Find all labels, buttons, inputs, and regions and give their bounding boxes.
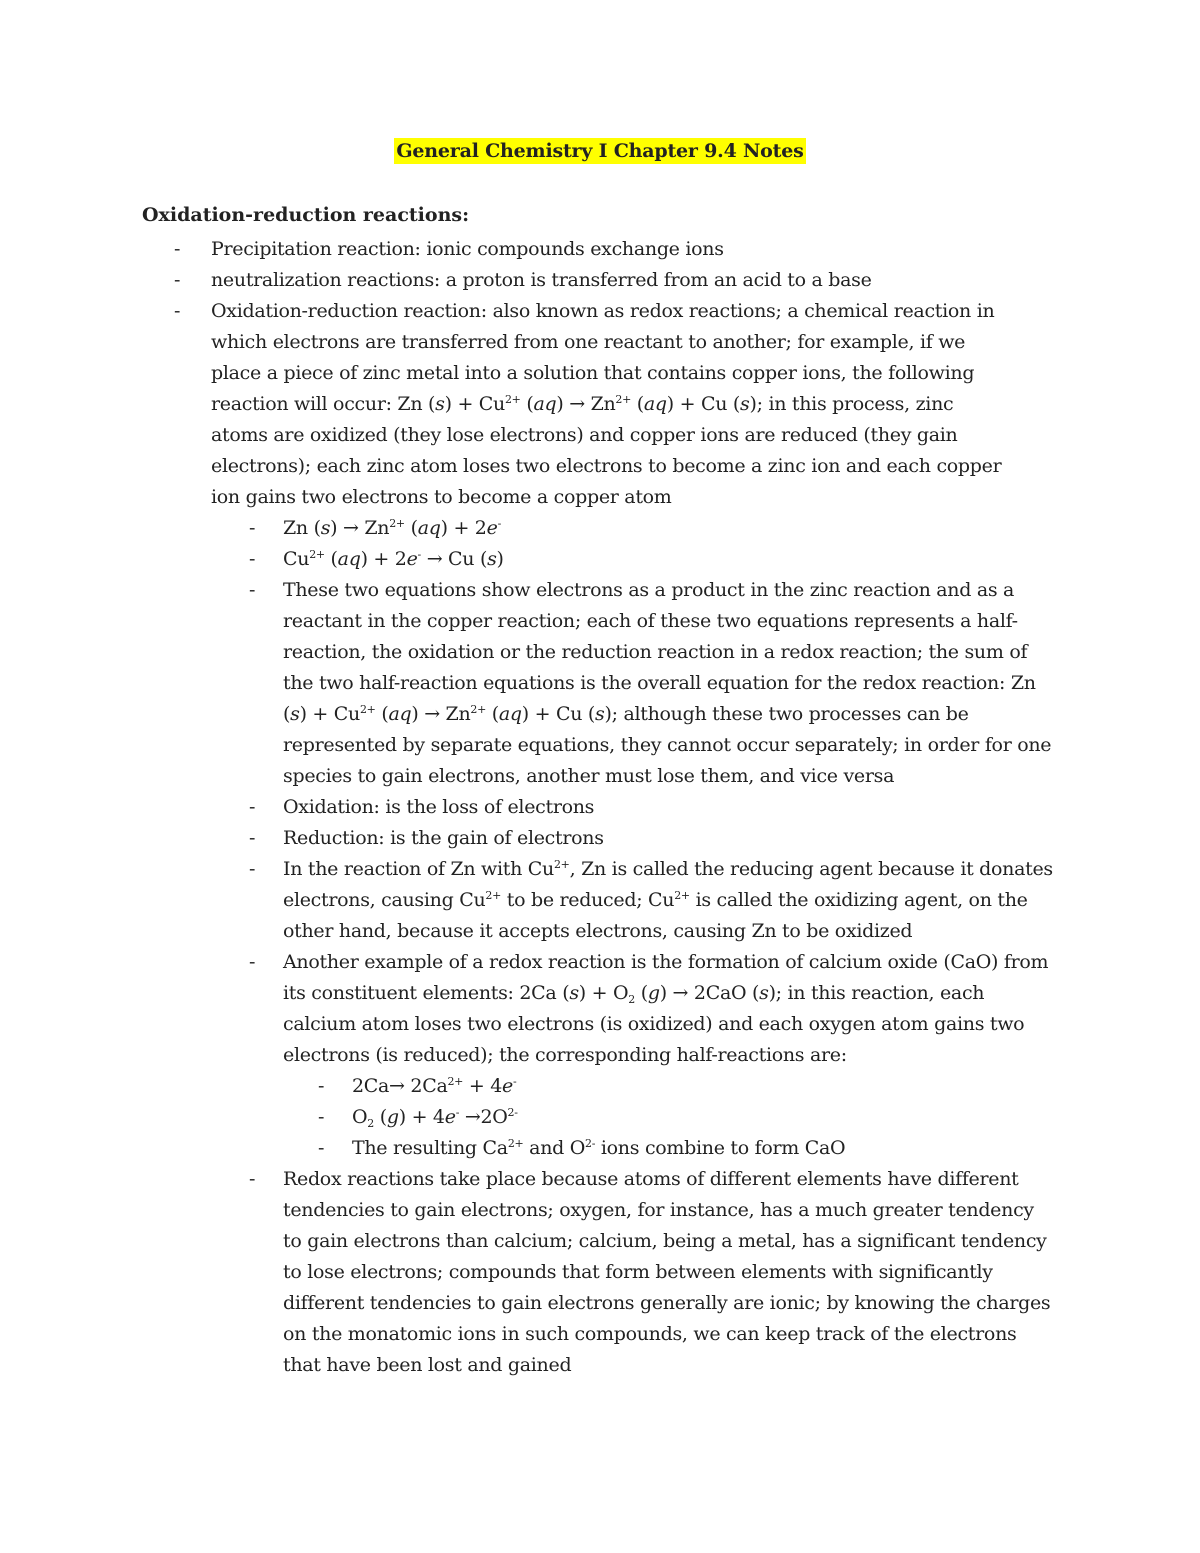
list-item-text: Oxidation-reduction reaction: also known as redox reactions; a chemical reaction in which electrons are transferred from one reactant to another; for example, if we place a piece of zinc metal into a solution that contains copper ions, the following reaction will occur: Zn $(s) + Cu^{2+}$ $(aq) \to Zn^{2+}$ (aq) + Cu (s); in this process, zinc atoms are oxidized (they lose electrons) and copper ions are reduced (they gain electrons); each zinc atom loses two electrons to become a zinc ion and each copper ion gains two electrons to become a copper atom <box>211 300 1002 508</box>
list-item-text: $Cu^{2+}$ (aq) + 2e- → Cu (s) <box>283 548 504 570</box>
bullet-dash: - <box>249 827 256 849</box>
list-item-level-2 <box>0 854 1058 947</box>
list-item-level-2 <box>0 544 1058 575</box>
bullet-dash: - <box>174 238 181 260</box>
list-item-text: Reduction: is the gain of electrons <box>283 827 604 849</box>
bullet-dash: - <box>249 1168 256 1190</box>
bullet-dash: - <box>318 1137 325 1159</box>
list-item-level-2 <box>0 513 1058 544</box>
bullet-dash: - <box>249 858 256 880</box>
list-item-level-1 <box>0 265 1011 296</box>
list-item-level-3 <box>0 1071 1052 1102</box>
title-container <box>0 140 1200 162</box>
list-item-text: These two equations show electrons as a product in the zinc reaction and as a reactant in the copper reaction; each of these two equations represents a half-reaction, the oxidation or the reduction reaction in a redox reaction; the sum of the two half-reaction equations is the overall equation for the redox reaction: Zn $(s) + Cu^{2+}$ $(aq) \to Zn^{2+}$ (aq) + Cu (s); although these two processes can be represented by separate equations, they cannot occur separately; in order for one species to gain electrons, another must lose them, and vice versa <box>283 579 1052 787</box>
list-item-level-2 <box>0 792 1058 823</box>
bullet-dash: - <box>249 951 256 973</box>
list-item-level-1 <box>0 234 1011 265</box>
list-item-level-3 <box>0 1133 1052 1164</box>
list-item-text: Redox reactions take place because atoms of different elements have different tendencies to gain electrons; oxygen, for instance, has a much greater tendency to gain electrons than calcium; calcium, being a metal, has a significant tendency to lose electrons; compounds that form between elements with significantly different tendencies to gain electrons generally are ionic; by knowing the charges on the monatomic ions in such compounds, we can keep track of the electrons that have been lost and gained <box>283 1168 1051 1376</box>
bullet-dash: - <box>174 269 181 291</box>
list-item-text: $2Ca\to 2Ca^{2+} + 4e^-$ <box>352 1075 517 1097</box>
list-item-level-2 <box>0 1164 1058 1381</box>
bullet-dash: - <box>318 1106 325 1128</box>
list-item-text: Another example of a redox reaction is the formation of calcium oxide (CaO) from its constituent elements: 2Ca $(s) + O_2$ (g) → 2CaO (s); in this reaction, each calcium atom loses two electrons (is oxidized) and each oxygen atom gains two electrons (is reduced); the corresponding half-reactions are: <box>283 951 1049 1066</box>
list-item-text: In the reaction of Zn with $Cu^{2+}$, Zn is called the reducing agent because it donates electrons, causing $Cu^{2+}$ to be reduced; $Cu^{2+}$ is called the oxidizing agent, on the other hand, because it accepts electrons, causing Zn to be oxidized <box>283 858 1053 942</box>
list-item-text: Zn $(s) \to Zn^{2+}$ (aq) + 2e- <box>283 517 501 539</box>
list-item-level-3 <box>0 1102 1052 1133</box>
bullet-dash: - <box>318 1075 325 1097</box>
list-item-level-2 <box>0 823 1058 854</box>
list-item-text: neutralization reactions: a proton is transferred from an acid to a base <box>211 269 872 291</box>
list-item-text: The resulting $Ca^{2+}$ and $O^{2-}$ ions combine to form CaO <box>352 1137 846 1159</box>
bullet-dash: - <box>174 300 181 322</box>
list-item-level-2 <box>0 947 1058 1071</box>
section-heading: Oxidation-reduction reactions: <box>142 204 470 226</box>
bullet-dash: - <box>249 579 256 601</box>
notes-list <box>0 234 1200 1381</box>
document-title: General Chemistry I Chapter 9.4 Notes <box>396 140 804 162</box>
bullet-dash: - <box>249 796 256 818</box>
bullet-dash: - <box>249 517 256 539</box>
list-item-text: Oxidation: is the loss of electrons <box>283 796 595 818</box>
list-item-level-1 <box>0 296 1011 513</box>
list-item-text: $O_2$ $(g) + 4e^- \to 2O^{2-}$ <box>352 1106 518 1130</box>
list-item-text: Precipitation reaction: ionic compounds exchange ions <box>211 238 724 260</box>
list-item-level-2 <box>0 575 1058 792</box>
bullet-dash: - <box>249 548 256 570</box>
